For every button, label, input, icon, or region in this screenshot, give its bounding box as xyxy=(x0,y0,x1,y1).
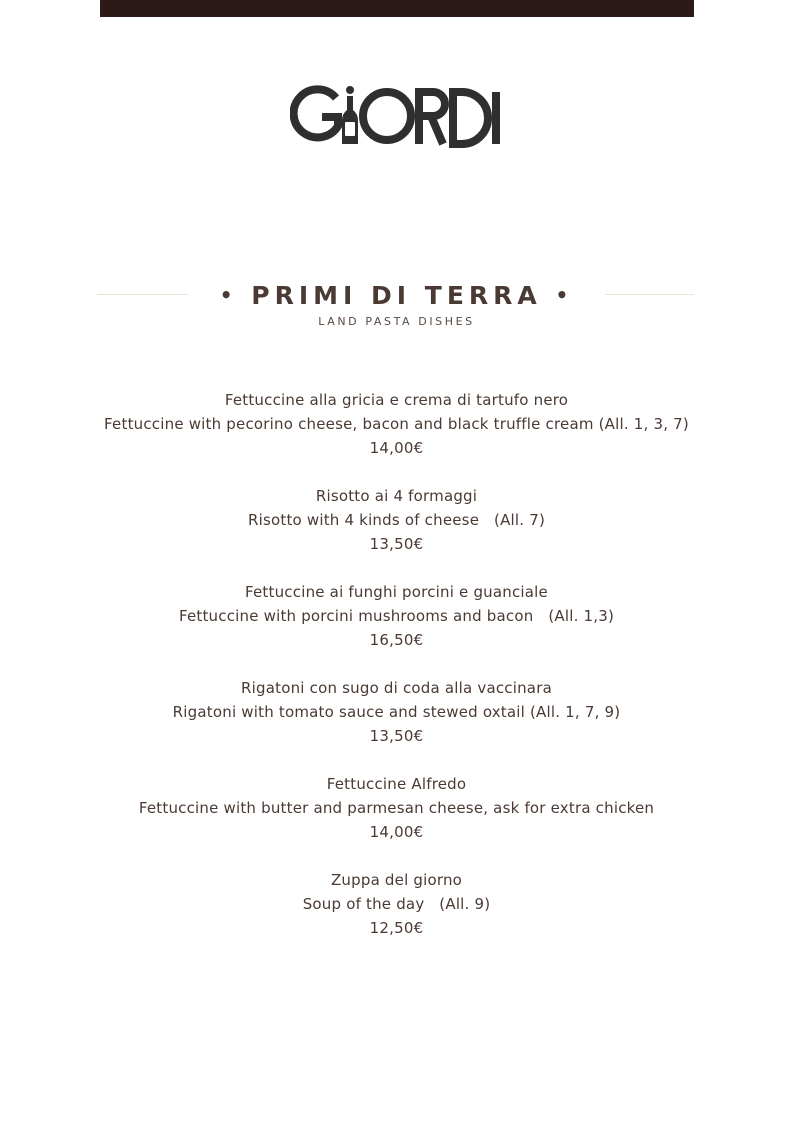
section-title xyxy=(0,279,793,312)
dish-name-english: Fettuccine with porcini mushrooms and bacon (All. 1,3) xyxy=(178,607,615,625)
dish-name-english: Fettuccine with pecorino cheese, bacon and black truffle cream (All. 1, 3, 7) xyxy=(104,415,689,433)
dish-name-italian: Fettuccine Alfredo xyxy=(326,775,467,793)
dish-price: 16,50€ xyxy=(369,631,424,649)
menu-list xyxy=(0,388,793,964)
dish-price: 12,50€ xyxy=(369,919,424,937)
section-title-text: PRIMI DI TERRA xyxy=(251,281,542,310)
bullet-left: • xyxy=(219,283,238,307)
section-subtitle: LAND PASTA DISHES xyxy=(318,315,475,328)
giordi-logo xyxy=(290,82,505,148)
menu-item xyxy=(0,580,793,676)
dish-name-italian: Fettuccine alla gricia e crema di tartufo nero xyxy=(224,391,569,409)
dish-price: 13,50€ xyxy=(369,535,424,553)
dish-name-english: Rigatoni with tomato sauce and stewed oxtail (All. 1, 7, 9) xyxy=(172,703,621,721)
menu-item xyxy=(0,868,793,964)
menu-item xyxy=(0,772,793,868)
dish-price: 14,00€ xyxy=(369,439,424,457)
dish-name-italian: Risotto ai 4 formaggi xyxy=(315,487,478,505)
dish-name-english: Fettuccine with butter and parmesan cheese, ask for extra chicken xyxy=(138,799,655,817)
menu-item xyxy=(0,484,793,580)
top-bar xyxy=(100,0,694,17)
menu-item xyxy=(0,676,793,772)
menu-item xyxy=(0,388,793,484)
bullet-right: • xyxy=(555,283,574,307)
dish-name-italian: Rigatoni con sugo di coda alla vaccinara xyxy=(241,679,552,697)
dish-price: 14,00€ xyxy=(369,823,424,841)
dish-name-english: Soup of the day (All. 9) xyxy=(302,895,491,913)
dish-name-italian: Zuppa del giorno xyxy=(330,871,463,889)
dish-price: 13,50€ xyxy=(369,727,424,745)
dish-name-english: Risotto with 4 kinds of cheese (All. 7) xyxy=(247,511,546,529)
dish-name-italian: Fettuccine ai funghi porcini e guanciale xyxy=(245,583,548,601)
